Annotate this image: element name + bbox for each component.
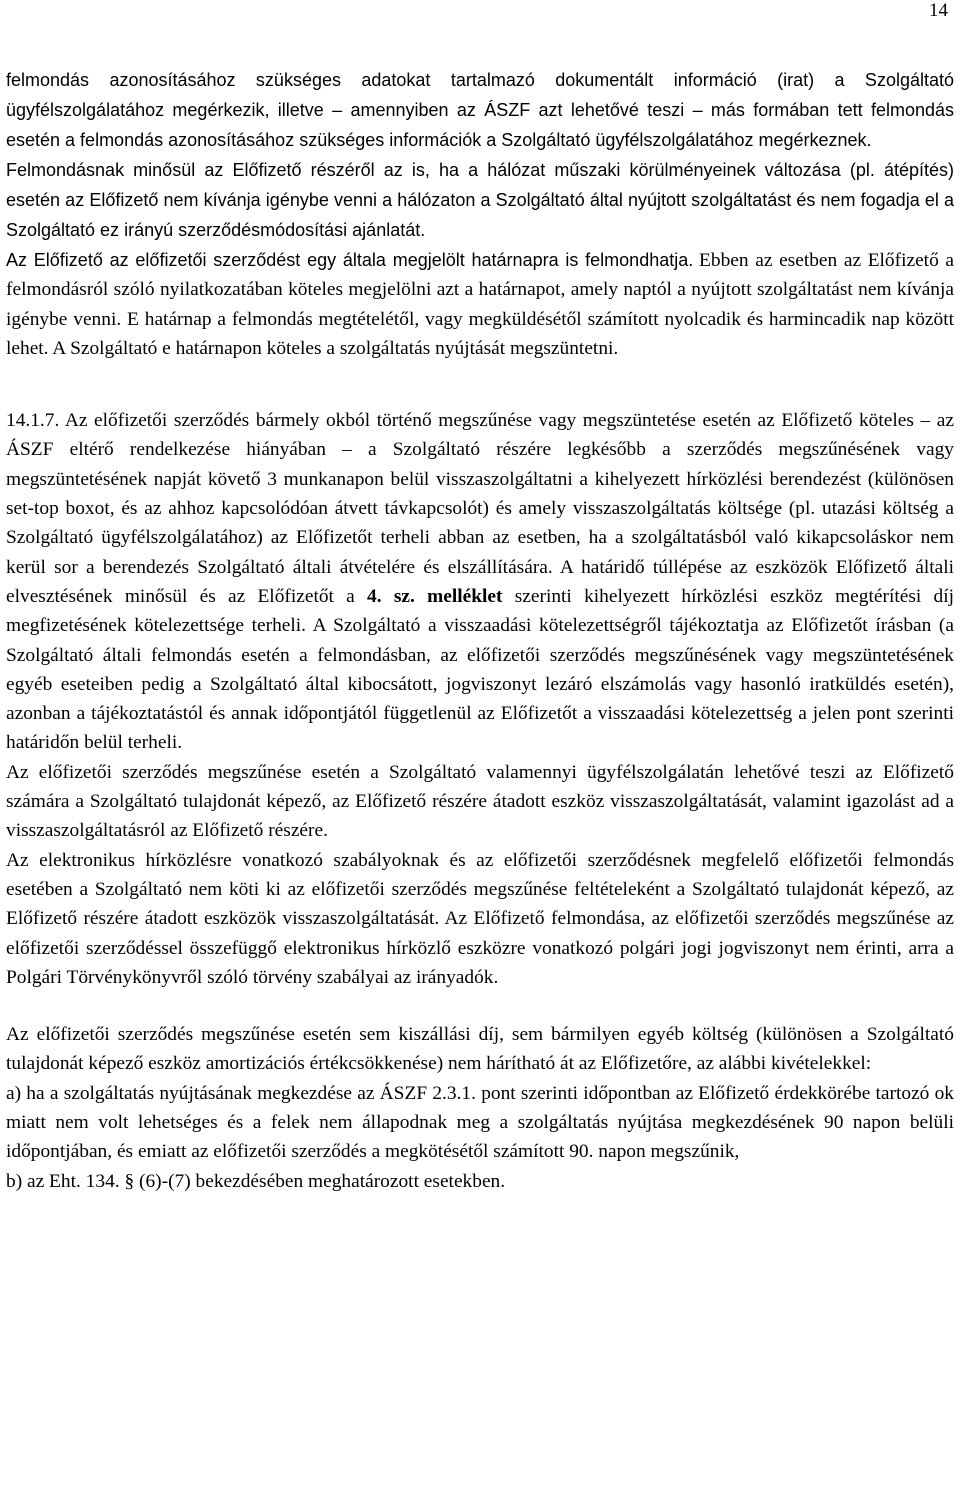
annex-number: 4. sz. (367, 585, 415, 607)
paragraph-kiszallasi-dij: Az előfizetői szerződés megszűnése esetén sem kiszállási díj, sem bármilyen egyéb költség (különösen a Szolgáltató tulajdonát képező eszköz amortizációs értékcsökkenése) nem hárítható át az Előfizetőre, az alábbi kivételekkel: (6, 1024, 954, 1075)
hatarnap-sentence: Az Előfizető az előfizetői szerződést egy általa megjelölt határnapra is felmondhatja. (6, 250, 694, 270)
section-14-1-7-lead: 14.1.7. Az előfizetői szerződés bármely okból történő megszűnése vagy megszüntetése esetén az Előfizető köteles – az ÁSZF eltérő rendelkezése hiányában – a Szolgáltató részére legkésőbb a szerződés megszűnésének vagy megszüntetésének napját követő 3 munkanapon belül visszaszolgáltatni a kihelyezett hírközlési berendezést (különösen set-top boxot, és az ahhoz kapcsolódóan átvett távkapcsolót) és amely visszaszolgáltatás költsége (pl. utazási költség a Szolgáltató ügyfélszolgálatához) az Előfizetőt terheli abban az esetben, ha a szolgáltatásból való kikapcsoláskor nem kerül sor a berendezés Szolgáltató általi átvételére és elszállítására. A határidő túllépése az eszközök Előfizető általi elvesztésének minősül és az Előfizetőt a (6, 410, 954, 607)
paragraph-elektronikus-hirkozles: Az elektronikus hírközlésre vonatkozó szabályoknak és az előfizetői szerződésnek megfelelő előfizetői felmondás esetében a Szolgáltató nem köti ki az előfizetői szerződés megszűnése feltételeként a Szolgáltató tulajdonát képező, az Előfizető részére átadott eszközök visszaszolgáltatását. Az Előfizető felmondása, az előfizetői szerződés megszűnése az előfizetői szerződéssel összefüggő elektronikus hírközlő eszközre vonatkozó polgári jogi jogviszonyt nem érinti, arra a Polgári Törvénykönyvről szóló törvény szabályai az irányadók. (6, 849, 954, 988)
paragraph-halozat-atepites: Felmondásnak minősül az Előfizető részéről az is, ha a hálózat műszaki körülményeinek változása (pl. átépítés) esetén az Előfizető nem kívánja igénybe venni a hálózaton a Szolgáltató által nyújtott szolgáltatást és nem fogadja el a Szolgáltató ez irányú szerződésmódosítási ajánlatát. (6, 160, 954, 240)
paragraph-visszaszolgaltatas: Az előfizetői szerződés megszűnése esetén a Szolgáltató valamennyi ügyfélszolgálatán lehetővé teszi az Előfizető számára a Szolgáltató tulajdonát képező, az Előfizető részére átadott eszköz visszaszolgáltatását, valamint igazolást ad a visszaszolgáltatásról az Előfizető részére. (6, 761, 954, 842)
annex-word: melléklet (427, 585, 503, 607)
list-item-b: b) az Eht. 134. § (6)-(7) bekezdésében meghatározott esetekben. (6, 1170, 506, 1192)
section-14-1-7-rest: szerinti kihelyezett hírközlési eszköz megtérítési díj megfizetésének kötelezettsége terheli. A Szolgáltató a visszaadási kötelezettségről tájékoztatja az Előfizetőt írásban (a Szolgáltató általi felmondás esetén a felmondásban, az előfizetői szerződés megszűnésének vagy megszüntetésének egyéb eseteiben pedig a Szolgáltató által kibocsátott, jogviszonyt lezáró elszámolás vagy hasonló iratküldés esetén), azonban a tájékoztatástól és annak időpontjától függetlenül az Előfizetőt a visszaadási kötelezettség a jelen pont szerinti határidőn belül terheli. (6, 585, 954, 754)
paragraph-felmondas-azonositas: felmondás azonosításához szükséges adatokat tartalmazó dokumentált információ (irat) a Szolgáltató ügyfélszolgálatához megérkezik, illetve – amennyiben az ÁSZF azt lehetővé teszi – más formában tett felmondás esetén a felmondás azonosításához szükséges információk a Szolgáltató ügyfélszolgálatához megérkeznek. (6, 70, 954, 150)
document-body (6, 65, 954, 1196)
page-number: 14 (929, 0, 948, 21)
hatarnap-continuation: Ebben az esetben az Előfizető a felmondásról szóló nyilatkozatában köteles megjelölni azt a határnapot, amely naptól a nyújtott szolgáltatást nem kívánja igénybe venni. E határnap a felmondás megtételétől, vagy megküldésétől számított nyolcadik és harmincadik nap között lehet. A Szolgáltató e határnapon köteles a szolgáltatás nyújtását megszüntetni. (6, 250, 955, 359)
paragraph-hatarnap (6, 245, 954, 363)
annex-space (415, 586, 427, 607)
list-item-a: a) ha a szolgáltatás nyújtásának megkezdése az ÁSZF 2.3.1. pont szerinti időpontban az Előfizető érdekkörébe tartozó ok miatt nem volt lehetséges és a felek nem állapodnak meg a szolgáltatás nyújtása megkezdésének 90 napon belüli időpontjában, és emiatt az előfizetői szerződés a megkötésétől számított 90. napon megszűnik, (6, 1082, 954, 1163)
section-14-1-7 (6, 406, 954, 758)
